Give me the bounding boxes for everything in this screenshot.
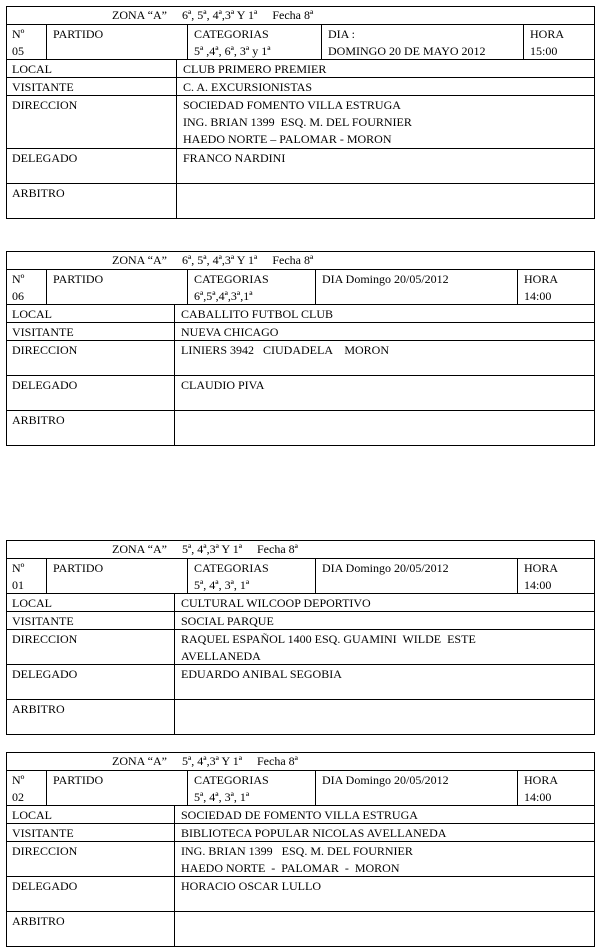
local-value: CLUB PRIMERO PREMIER [183,62,327,76]
categorias-label: CATEGORIAS [194,561,269,575]
visitante-label: VISITANTE [7,78,177,95]
match-header-row [7,24,594,59]
categorias-label: CATEGORIAS [194,27,269,41]
categorias-cell [187,771,315,805]
delegado-value: FRANCO NARDINI [183,151,286,165]
delegado-row [7,664,594,699]
arbitro-label: ARBITRO [7,184,177,218]
direccion-value [175,842,594,876]
categorias-value: 5ª, 4ª, 3ª, 1ª [194,578,250,592]
visitante-label: VISITANTE [7,612,175,629]
categorias-cell [187,25,321,59]
direccion-line: HAEDO NORTE - PALOMAR - MORON [181,861,400,875]
direccion-label: DIRECCION [7,630,175,664]
partido-label: PARTIDO [53,272,104,286]
partido-cell [46,559,187,593]
categorias-label: CATEGORIAS [194,272,269,286]
arbitro-label: ARBITRO [7,700,175,734]
direccion-value [175,341,594,375]
dia-cell [321,25,523,59]
delegado-row [7,375,594,410]
direccion-line: ING. BRIAN 1399 ESQ. M. DEL FOURNIER [181,844,413,858]
match-header-row [7,770,594,805]
direccion-row [7,629,594,664]
direccion-line: HAEDO NORTE – PALOMAR - MORON [183,132,392,146]
numero-value: 02 [12,790,24,804]
direccion-line: SOCIEDAD FOMENTO VILLA ESTRUGA [183,98,401,112]
delegado-row [7,876,594,911]
numero-cell [7,25,46,59]
match-header-row [7,269,594,304]
hora-cell [517,771,594,805]
numero-label: Nº [12,272,25,286]
numero-label: Nº [12,773,25,787]
arbitro-value [175,912,594,946]
direccion-label: DIRECCION [7,96,177,148]
dia-value: DOMINGO 20 DE MAYO 2012 [328,44,486,58]
numero-value: 01 [12,578,24,592]
categorias-value: 5ª ,4ª, 6ª, 3ª y 1ª [194,44,271,58]
dia-label: DIA Domingo 20/05/2012 [322,773,449,787]
categorias-cell [187,559,315,593]
dia-cell [315,559,517,593]
delegado-value: CLAUDIO PIVA [181,378,265,392]
local-label: LOCAL [7,806,175,823]
delegado-label: DELEGADO [7,376,175,410]
visitante-value: BIBLIOTECA POPULAR NICOLAS AVELLANEDA [181,826,447,840]
numero-cell [7,559,46,593]
local-label: LOCAL [7,594,175,611]
local-row [7,593,594,611]
direccion-line: RAQUEL ESPAÑOL 1400 ESQ. GUAMINI WILDE ESTE [181,632,476,646]
arbitro-row [7,183,594,218]
partido-cell [46,771,187,805]
arbitro-row [7,699,594,734]
partido-label: PARTIDO [53,27,104,41]
visitante-row [7,77,594,95]
hora-label: HORA [530,27,565,41]
local-row [7,805,594,823]
visitante-row [7,611,594,629]
arbitro-value [177,184,594,218]
numero-cell [7,270,46,304]
delegado-label: DELEGADO [7,149,177,183]
hora-cell [517,270,594,304]
visitante-value: NUEVA CHICAGO [181,325,279,339]
direccion-row [7,841,594,876]
numero-label: Nº [12,561,25,575]
delegado-value: EDUARDO ANIBAL SEGOBIA [181,667,342,681]
arbitro-label: ARBITRO [7,411,175,445]
local-row [7,59,594,77]
arbitro-value [175,700,594,734]
visitante-value: SOCIAL PARQUE [181,614,274,628]
hora-label: HORA [524,561,559,575]
direccion-line: AVELLANEDA [181,649,261,663]
numero-cell [7,771,46,805]
categorias-value: 5ª, 4ª, 3ª, 1ª [194,790,250,804]
local-label: LOCAL [7,305,175,322]
direccion-row [7,340,594,375]
categorias-label: CATEGORIAS [194,773,269,787]
direccion-value [175,630,594,664]
arbitro-row [7,410,594,445]
categorias-value: 6ª,5ª,4ª,3ª,1ª [194,289,253,303]
arbitro-value [175,411,594,445]
delegado-row [7,148,594,183]
partido-cell [46,270,187,304]
partido-label: PARTIDO [53,773,104,787]
dia-label: DIA Domingo 20/05/2012 [322,272,449,286]
delegado-label: DELEGADO [7,665,175,699]
direccion-label: DIRECCION [7,842,175,876]
direccion-line: LINIERS 3942 CIUDADELA MORON [181,343,389,357]
zona-header: ZONA “A” 5ª, 4ª,3ª Y 1ª Fecha 8ª [112,754,298,768]
hora-value: 14:00 [524,790,552,804]
delegado-label: DELEGADO [7,877,175,911]
hora-value: 15:00 [530,44,558,58]
numero-value: 06 [12,289,24,303]
direccion-row [7,95,594,148]
local-value: SOCIEDAD DE FOMENTO VILLA ESTRUGA [181,808,418,822]
arbitro-row [7,911,594,946]
fixture-card [6,540,595,735]
dia-label: DIA Domingo 20/05/2012 [322,561,449,575]
direccion-label: DIRECCION [7,341,175,375]
numero-value: 05 [12,44,24,58]
dia-cell [315,771,517,805]
visitante-value: C. A. EXCURSIONISTAS [183,80,313,94]
local-value: CABALLITO FUTBOL CLUB [181,307,334,321]
dia-label: DIA : [328,27,355,41]
zona-header: ZONA “A” 6ª, 5ª, 4ª,3ª Y 1ª Fecha 8ª [112,8,314,22]
fixture-card [6,6,595,219]
arbitro-label: ARBITRO [7,912,175,946]
visitante-row [7,823,594,841]
visitante-label: VISITANTE [7,323,175,340]
local-label: LOCAL [7,60,177,77]
zona-header: ZONA “A” 6ª, 5ª, 4ª,3ª Y 1ª Fecha 8ª [112,253,314,267]
categorias-cell [187,270,315,304]
partido-cell [46,25,187,59]
fixture-card [6,251,595,446]
partido-label: PARTIDO [53,561,104,575]
delegado-value: HORACIO OSCAR LULLO [181,879,322,893]
dia-cell [315,270,517,304]
visitante-row [7,322,594,340]
numero-label: Nº [12,27,25,41]
direccion-line: ING. BRIAN 1399 ESQ. M. DEL FOURNIER [183,115,412,129]
hora-cell [523,25,594,59]
direccion-value [177,96,594,148]
hora-value: 14:00 [524,289,552,303]
zona-header: ZONA “A” 5ª, 4ª,3ª Y 1ª Fecha 8ª [112,542,298,556]
hora-cell [517,559,594,593]
hora-label: HORA [524,272,559,286]
match-header-row [7,558,594,593]
hora-label: HORA [524,773,559,787]
local-row [7,304,594,322]
visitante-label: VISITANTE [7,824,175,841]
fixture-card [6,752,595,947]
local-value: CULTURAL WILCOOP DEPORTIVO [181,596,371,610]
hora-value: 14:00 [524,578,552,592]
